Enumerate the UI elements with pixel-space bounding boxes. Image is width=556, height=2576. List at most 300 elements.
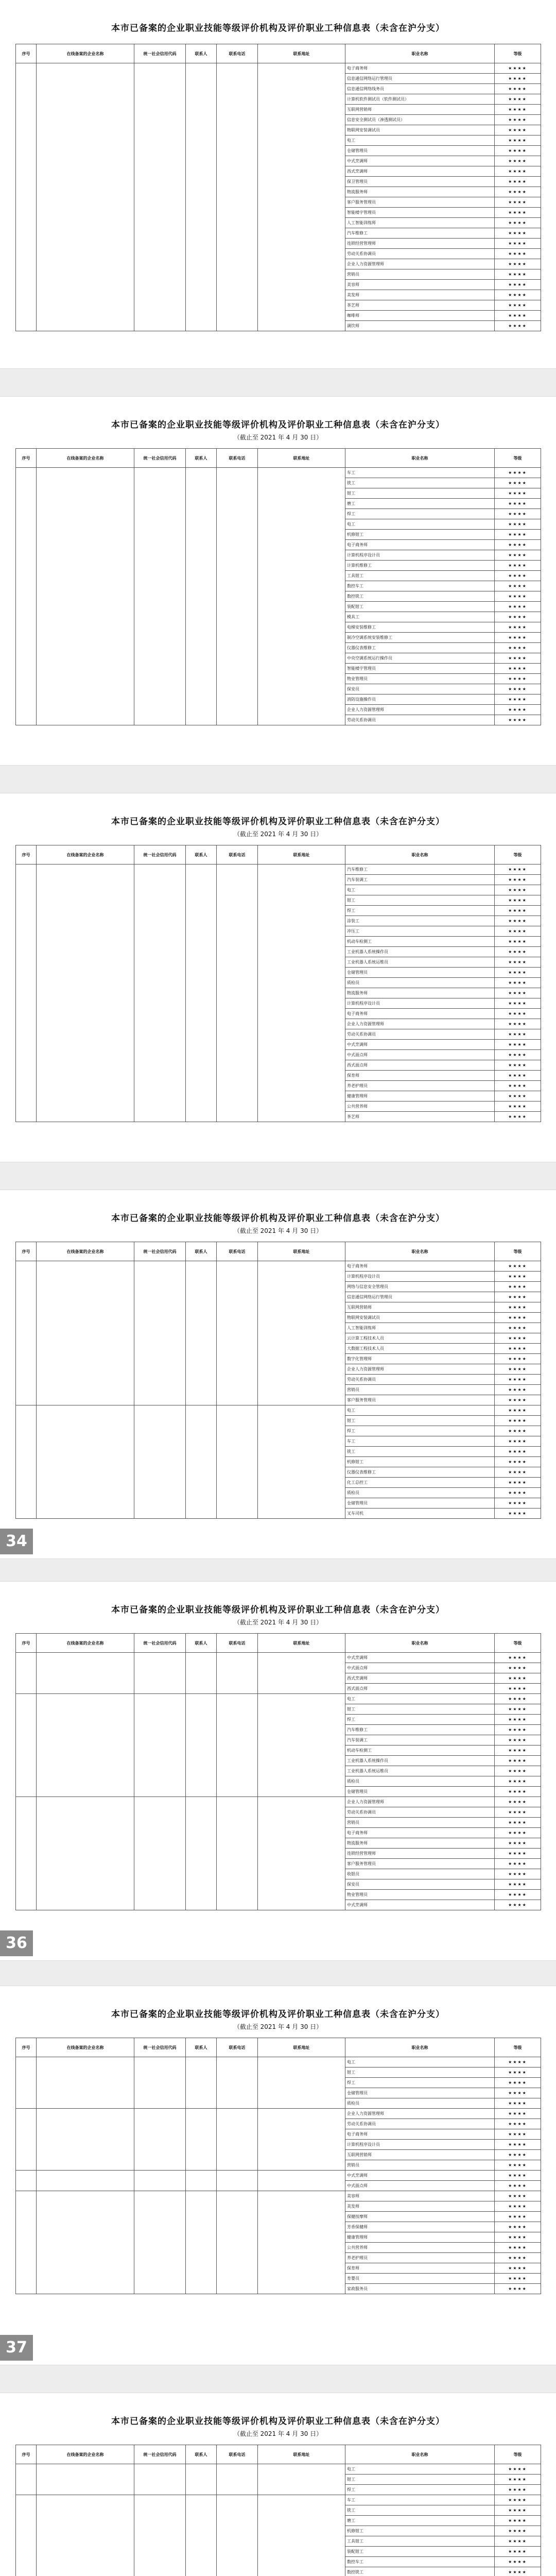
- level-cell: ★★★★: [495, 1807, 541, 1818]
- level-cell: ★★★★: [495, 1509, 541, 1519]
- column-header: 联系电话: [217, 2038, 258, 2057]
- company-cell: [37, 2109, 134, 2171]
- level-cell: ★★★★: [495, 906, 541, 916]
- page-title: 本市已备案的企业职业技能等级评价机构及评价职业工种信息表（未含在沪分支）: [111, 23, 445, 33]
- occupation-cell: 质检员: [345, 1488, 495, 1498]
- level-cell: ★★★★: [495, 74, 541, 84]
- column-header: 职业名称: [345, 2038, 495, 2057]
- occupation-cell: 汽车维修工: [345, 865, 495, 875]
- table-row: [16, 2191, 541, 2201]
- code-cell: [134, 2464, 186, 2495]
- column-header: 等级: [495, 449, 541, 468]
- occupation-cell: 养老护理员: [345, 1081, 495, 1091]
- level-cell: ★★★★: [495, 2243, 541, 2253]
- column-header: 联系人: [186, 44, 217, 63]
- occupation-cell: 电子商务师: [345, 1828, 495, 1838]
- level-cell: ★★★★: [495, 156, 541, 166]
- occupation-cell: 电工: [345, 885, 495, 895]
- occupation-cell: 电子商务师: [345, 1261, 495, 1272]
- occupation-cell: 质检员: [345, 2098, 495, 2109]
- occupation-cell: 物流服务师: [345, 988, 495, 998]
- phone-cell: [217, 1694, 258, 1797]
- occupation-cell: 客户服务管理员: [345, 1395, 495, 1405]
- occupation-cell: 劳动关系协调员: [345, 715, 495, 725]
- level-cell: ★★★★: [495, 1060, 541, 1071]
- address-cell: [258, 2057, 345, 2109]
- table-header-row: [16, 2038, 541, 2057]
- company-cell: [37, 1405, 134, 1519]
- table-header-row: [16, 1242, 541, 1261]
- occupation-cell: 西式面点师: [345, 1684, 495, 1694]
- column-header: 序号: [16, 449, 37, 468]
- occupation-cell: 健康管理师: [345, 2232, 495, 2243]
- occupation-cell: 保卫管理员: [345, 177, 495, 187]
- column-header: 联系电话: [217, 845, 258, 865]
- occupation-cell: 劳动关系协调员: [345, 249, 495, 259]
- level-cell: ★★★★: [495, 1869, 541, 1879]
- page-subtitle: （截止至 2021 年 4 月 30 日）: [233, 2023, 323, 2030]
- level-cell: ★★★★: [495, 1282, 541, 1292]
- occupation-cell: 焊工: [345, 1715, 495, 1725]
- occupation-cell: 冲压工: [345, 926, 495, 937]
- level-cell: ★★★★: [495, 1302, 541, 1313]
- occupation-cell: 养老护理员: [345, 2253, 495, 2263]
- column-header: 职业名称: [345, 44, 495, 63]
- occupation-cell: 企业人力资源管理师: [345, 259, 495, 269]
- occupation-cell: 电工: [345, 519, 495, 530]
- level-cell: ★★★★: [495, 63, 541, 74]
- level-cell: ★★★★: [495, 1673, 541, 1684]
- level-cell: ★★★★: [495, 885, 541, 895]
- occupation-cell: 智能楼宇管理员: [345, 664, 495, 674]
- level-cell: ★★★★: [495, 988, 541, 998]
- occupation-cell: 企业人力资源管理师: [345, 1797, 495, 1807]
- seq-cell: [16, 1653, 37, 1694]
- level-cell: ★★★★: [495, 1333, 541, 1344]
- occupation-cell: 美发师: [345, 290, 495, 300]
- occupation-cell: 仪器仪表维修工: [345, 1467, 495, 1478]
- level-cell: ★★★★: [495, 1364, 541, 1375]
- occupation-cell: 铣工: [345, 2505, 495, 2516]
- company-cell: [37, 1797, 134, 1910]
- level-cell: ★★★★: [495, 998, 541, 1009]
- level-cell: ★★★★: [495, 2222, 541, 2232]
- level-cell: ★★★★: [495, 300, 541, 311]
- occupation-cell: 劳动关系协调员: [345, 1807, 495, 1818]
- level-cell: ★★★★: [495, 2274, 541, 2284]
- occupation-cell: 咖啡师: [345, 311, 495, 321]
- occupation-cell: 芳香保健师: [345, 2222, 495, 2232]
- seq-cell: [16, 2191, 37, 2294]
- occupation-cell: 物流服务师: [345, 187, 495, 197]
- phone-cell: [217, 2191, 258, 2294]
- level-cell: ★★★★: [495, 2557, 541, 2567]
- column-header: 联系电话: [217, 449, 258, 468]
- occupation-cell: 公共营养师: [345, 1101, 495, 1112]
- occupation-cell: 营销员: [345, 1385, 495, 1395]
- contact-cell: [186, 1261, 217, 1405]
- table-header-row: [16, 1634, 541, 1653]
- occupation-cell: 电工: [345, 2464, 495, 2475]
- occupation-cell: 铣工: [345, 478, 495, 488]
- address-cell: [258, 1694, 345, 1797]
- occupation-cell: 中式烹调师: [345, 1653, 495, 1663]
- level-cell: ★★★★: [495, 1354, 541, 1364]
- occupation-cell: 仓储管理员: [345, 1787, 495, 1797]
- occupation-cell: 仓储管理员: [345, 1498, 495, 1509]
- company-cell: [37, 2191, 134, 2294]
- table-header-row: [16, 449, 541, 468]
- occupation-cell: 连锁经营管理师: [345, 239, 495, 249]
- level-cell: ★★★★: [495, 478, 541, 488]
- level-cell: ★★★★: [495, 1663, 541, 1673]
- occupation-cell: 互联网营销师: [345, 105, 495, 115]
- occupation-cell: 中式烹调师: [345, 1900, 495, 1910]
- level-cell: ★★★★: [495, 1488, 541, 1498]
- occupation-cell: 钳工: [345, 1704, 495, 1715]
- occupation-cell: 信息通信网络运行管理员: [345, 1292, 495, 1302]
- occupation-cell: 营销员: [345, 1818, 495, 1828]
- table-row: [16, 2495, 541, 2505]
- level-cell: ★★★★: [495, 1416, 541, 1426]
- agency-table: [15, 448, 541, 725]
- occupation-cell: 汽车维修工: [345, 228, 495, 239]
- page-subtitle: （截止至 2021 年 4 月 30 日）: [233, 1619, 323, 1626]
- page-title: 本市已备案的企业职业技能等级评价机构及评价职业工种信息表（未含在沪分支）: [111, 1605, 445, 1615]
- address-cell: [258, 1405, 345, 1519]
- column-header: 联系人: [186, 2445, 217, 2464]
- column-header: 序号: [16, 44, 37, 63]
- document-page: [0, 1986, 556, 2365]
- column-header: 在线备案的企业名称: [37, 1634, 134, 1653]
- occupation-cell: 企业人力资源管理师: [345, 2109, 495, 2119]
- occupation-cell: 计算机程序设计员: [345, 2140, 495, 2150]
- table-row: [16, 1797, 541, 1807]
- column-header: 联系地址: [258, 1634, 345, 1653]
- level-cell: ★★★★: [495, 926, 541, 937]
- seq-cell: [16, 63, 37, 331]
- occupation-cell: 客户服务管理员: [345, 1859, 495, 1869]
- occupation-cell: 中央空调系统运行操作员: [345, 653, 495, 664]
- column-header: 联系人: [186, 2038, 217, 2057]
- level-cell: ★★★★: [495, 916, 541, 926]
- address-cell: [258, 63, 345, 331]
- phone-cell: [217, 1653, 258, 1694]
- occupation-cell: 计算机程序设计员: [345, 550, 495, 561]
- occupation-cell: 数控车工: [345, 2557, 495, 2567]
- level-cell: ★★★★: [495, 1818, 541, 1828]
- address-cell: [258, 2495, 345, 2576]
- level-cell: ★★★★: [495, 550, 541, 561]
- occupation-cell: 企业人力资源管理师: [345, 705, 495, 715]
- level-cell: ★★★★: [495, 519, 541, 530]
- level-cell: ★★★★: [495, 591, 541, 602]
- contact-cell: [186, 1694, 217, 1797]
- phone-cell: [217, 2464, 258, 2495]
- level-cell: ★★★★: [495, 1828, 541, 1838]
- level-cell: ★★★★: [495, 715, 541, 725]
- occupation-cell: 机修钳工: [345, 530, 495, 540]
- agency-table: [15, 845, 541, 1122]
- level-cell: ★★★★: [495, 2201, 541, 2212]
- address-cell: [258, 1653, 345, 1694]
- phone-cell: [217, 2171, 258, 2191]
- table-row: [16, 468, 541, 478]
- occupation-cell: 信息安全测试员（渗透测试员）: [345, 115, 495, 125]
- level-cell: ★★★★: [495, 1766, 541, 1776]
- level-cell: ★★★★: [495, 1050, 541, 1060]
- contact-cell: [186, 1797, 217, 1910]
- level-cell: ★★★★: [495, 105, 541, 115]
- level-cell: ★★★★: [495, 1756, 541, 1766]
- column-header: 联系人: [186, 845, 217, 865]
- occupation-cell: 装配钳工: [345, 2547, 495, 2557]
- level-cell: ★★★★: [495, 2191, 541, 2201]
- table-row: [16, 1405, 541, 1416]
- occupation-cell: 互联网营销师: [345, 2150, 495, 2160]
- contact-cell: [186, 2109, 217, 2171]
- column-header: 序号: [16, 1634, 37, 1653]
- column-header: 统一社会信用代码: [134, 449, 186, 468]
- level-cell: ★★★★: [495, 561, 541, 571]
- table-header-row: [16, 845, 541, 865]
- document-page: [0, 0, 556, 368]
- level-cell: ★★★★: [495, 84, 541, 94]
- occupation-cell: 西式烹调师: [345, 166, 495, 177]
- page-title: 本市已备案的企业职业技能等级评价机构及评价职业工种信息表（未含在沪分支）: [111, 420, 445, 430]
- contact-cell: [186, 63, 217, 331]
- level-cell: ★★★★: [495, 643, 541, 653]
- level-cell: ★★★★: [495, 468, 541, 478]
- table-row: [16, 1653, 541, 1663]
- occupation-cell: 网络与信息安全管理员: [345, 1282, 495, 1292]
- occupation-cell: 连锁经营管理师: [345, 1849, 495, 1859]
- occupation-cell: 物业管理员: [345, 674, 495, 684]
- address-cell: [258, 865, 345, 1122]
- level-cell: ★★★★: [495, 2475, 541, 2485]
- level-cell: ★★★★: [495, 321, 541, 331]
- document-page: [0, 2393, 556, 2576]
- occupation-cell: 茶艺师: [345, 1112, 495, 1122]
- level-cell: ★★★★: [495, 2160, 541, 2171]
- agency-table: [15, 1242, 541, 1519]
- table-row: [16, 2464, 541, 2475]
- page-subtitle: （截止至 2021 年 4 月 30 日）: [233, 2430, 323, 2437]
- occupation-cell: 营销员: [345, 2160, 495, 2171]
- level-cell: ★★★★: [495, 1344, 541, 1354]
- level-cell: ★★★★: [495, 937, 541, 947]
- column-header: 联系人: [186, 1242, 217, 1261]
- level-cell: ★★★★: [495, 2567, 541, 2576]
- occupation-cell: 育婴员: [345, 2274, 495, 2284]
- agency-table: [15, 2445, 541, 2576]
- occupation-cell: 质检员: [345, 1776, 495, 1787]
- column-header: 序号: [16, 1242, 37, 1261]
- level-cell: ★★★★: [495, 2171, 541, 2181]
- level-cell: ★★★★: [495, 875, 541, 885]
- column-header: 在线备案的企业名称: [37, 2038, 134, 2057]
- level-cell: ★★★★: [495, 488, 541, 499]
- page-title: 本市已备案的企业职业技能等级评价机构及评价职业工种信息表（未含在沪分支）: [111, 817, 445, 827]
- column-header: 统一社会信用代码: [134, 1634, 186, 1653]
- seq-cell: [16, 1797, 37, 1910]
- level-cell: ★★★★: [495, 865, 541, 875]
- level-cell: ★★★★: [495, 177, 541, 187]
- code-cell: [134, 1261, 186, 1405]
- occupation-cell: 电子商务师: [345, 540, 495, 550]
- seq-cell: [16, 468, 37, 725]
- level-cell: ★★★★: [495, 1879, 541, 1890]
- table-row: [16, 2057, 541, 2067]
- level-cell: ★★★★: [495, 1405, 541, 1416]
- occupation-cell: 机修钳工: [345, 2526, 495, 2536]
- occupation-cell: 劳动关系协调员: [345, 1029, 495, 1040]
- occupation-cell: 汽车装调工: [345, 1735, 495, 1745]
- level-cell: ★★★★: [495, 2232, 541, 2243]
- occupation-cell: 钳工: [345, 2475, 495, 2485]
- level-cell: ★★★★: [495, 1684, 541, 1694]
- column-header: 序号: [16, 2038, 37, 2057]
- occupation-cell: 美发师: [345, 2201, 495, 2212]
- document-page: [0, 1190, 556, 1558]
- occupation-cell: 保健按摩师: [345, 2212, 495, 2222]
- occupation-cell: 计算机维修工: [345, 561, 495, 571]
- occupation-cell: 互联网营销师: [345, 1302, 495, 1313]
- level-cell: ★★★★: [495, 2119, 541, 2129]
- table-row: [16, 2109, 541, 2119]
- occupation-cell: 人工智能训练师: [345, 218, 495, 228]
- page-subtitle: （截止至 2021 年 4 月 30 日）: [233, 831, 323, 838]
- occupation-cell: 模具工: [345, 612, 495, 622]
- occupation-cell: 中式烹调师: [345, 2171, 495, 2181]
- level-cell: ★★★★: [495, 968, 541, 978]
- column-header: 联系地址: [258, 1242, 345, 1261]
- occupation-cell: 钳工: [345, 488, 495, 499]
- occupation-cell: 美容师: [345, 280, 495, 290]
- occupation-cell: 质检员: [345, 978, 495, 988]
- code-cell: [134, 63, 186, 331]
- occupation-cell: 钳工: [345, 895, 495, 906]
- level-cell: ★★★★: [495, 2067, 541, 2078]
- level-cell: ★★★★: [495, 280, 541, 290]
- agency-table: [15, 1633, 541, 1910]
- address-cell: [258, 1261, 345, 1405]
- occupation-cell: 保育师: [345, 2263, 495, 2274]
- occupation-cell: 家政服务员: [345, 2284, 495, 2294]
- level-cell: ★★★★: [495, 1725, 541, 1735]
- code-cell: [134, 2171, 186, 2191]
- level-cell: ★★★★: [495, 228, 541, 239]
- column-header: 联系人: [186, 1634, 217, 1653]
- column-header: 联系地址: [258, 44, 345, 63]
- table-row: [16, 63, 541, 74]
- level-cell: ★★★★: [495, 2212, 541, 2222]
- column-header: 在线备案的企业名称: [37, 449, 134, 468]
- level-cell: ★★★★: [495, 239, 541, 249]
- occupation-cell: 机动车检测工: [345, 1745, 495, 1756]
- address-cell: [258, 2109, 345, 2171]
- occupation-cell: 钳工: [345, 1416, 495, 1426]
- column-header: 在线备案的企业名称: [37, 845, 134, 865]
- level-cell: ★★★★: [495, 2536, 541, 2547]
- column-header: 联系地址: [258, 449, 345, 468]
- level-cell: ★★★★: [495, 622, 541, 633]
- level-cell: ★★★★: [495, 259, 541, 269]
- seq-cell: [16, 2109, 37, 2171]
- occupation-cell: 仓储管理员: [345, 968, 495, 978]
- occupation-cell: 中式烹调师: [345, 156, 495, 166]
- occupation-cell: 工业机器人系统操作员: [345, 947, 495, 957]
- column-header: 统一社会信用代码: [134, 2038, 186, 2057]
- occupation-cell: 保育师: [345, 1071, 495, 1081]
- occupation-cell: 劳动关系协调员: [345, 1375, 495, 1385]
- code-cell: [134, 1694, 186, 1797]
- level-cell: ★★★★: [495, 602, 541, 612]
- level-cell: ★★★★: [495, 197, 541, 208]
- level-cell: ★★★★: [495, 1395, 541, 1405]
- occupation-cell: 车工: [345, 2495, 495, 2505]
- column-header: 职业名称: [345, 449, 495, 468]
- company-cell: [37, 2057, 134, 2109]
- column-header: 等级: [495, 2038, 541, 2057]
- occupation-cell: 健康管理师: [345, 1091, 495, 1101]
- occupation-cell: 钳工: [345, 2067, 495, 2078]
- page-title: 本市已备案的企业职业技能等级评价机构及评价职业工种信息表（未含在沪分支）: [111, 1213, 445, 1224]
- occupation-cell: 仓储管理员: [345, 2088, 495, 2098]
- level-cell: ★★★★: [495, 1849, 541, 1859]
- occupation-cell: 中式面点师: [345, 1663, 495, 1673]
- level-cell: ★★★★: [495, 249, 541, 259]
- contact-cell: [186, 468, 217, 725]
- column-header: 联系电话: [217, 44, 258, 63]
- level-cell: ★★★★: [495, 1091, 541, 1101]
- code-cell: [134, 2191, 186, 2294]
- company-cell: [37, 1694, 134, 1797]
- occupation-cell: 工业机器人系统运维员: [345, 957, 495, 968]
- level-cell: ★★★★: [495, 2495, 541, 2505]
- occupation-cell: 企业人力资源管理师: [345, 1019, 495, 1029]
- occupation-cell: 劳动关系协调员: [345, 2119, 495, 2129]
- level-cell: ★★★★: [495, 1323, 541, 1333]
- column-header: 统一社会信用代码: [134, 44, 186, 63]
- level-cell: ★★★★: [495, 290, 541, 300]
- level-cell: ★★★★: [495, 2505, 541, 2516]
- document-page: [0, 793, 556, 1162]
- agency-table: [15, 44, 541, 331]
- occupation-cell: 美容师: [345, 2191, 495, 2201]
- level-cell: ★★★★: [495, 1704, 541, 1715]
- document-page: [0, 397, 556, 765]
- occupation-cell: 数控铣工: [345, 2567, 495, 2576]
- occupation-cell: 中式烹调师: [345, 1040, 495, 1050]
- column-header: 在线备案的企业名称: [37, 1242, 134, 1261]
- code-cell: [134, 2057, 186, 2109]
- level-cell: ★★★★: [495, 1797, 541, 1807]
- occupation-cell: 工业机器人系统操作员: [345, 1756, 495, 1766]
- phone-cell: [217, 468, 258, 725]
- occupation-cell: 汽车维修工: [345, 1725, 495, 1735]
- level-cell: ★★★★: [495, 2109, 541, 2119]
- phone-cell: [217, 63, 258, 331]
- occupation-cell: 收银员: [345, 1869, 495, 1879]
- contact-cell: [186, 1405, 217, 1519]
- occupation-cell: 消防设施操作员: [345, 694, 495, 705]
- occupation-cell: 调饮师: [345, 321, 495, 331]
- code-cell: [134, 1797, 186, 1910]
- address-cell: [258, 2464, 345, 2495]
- table-header-row: [16, 2445, 541, 2464]
- contact-cell: [186, 2171, 217, 2191]
